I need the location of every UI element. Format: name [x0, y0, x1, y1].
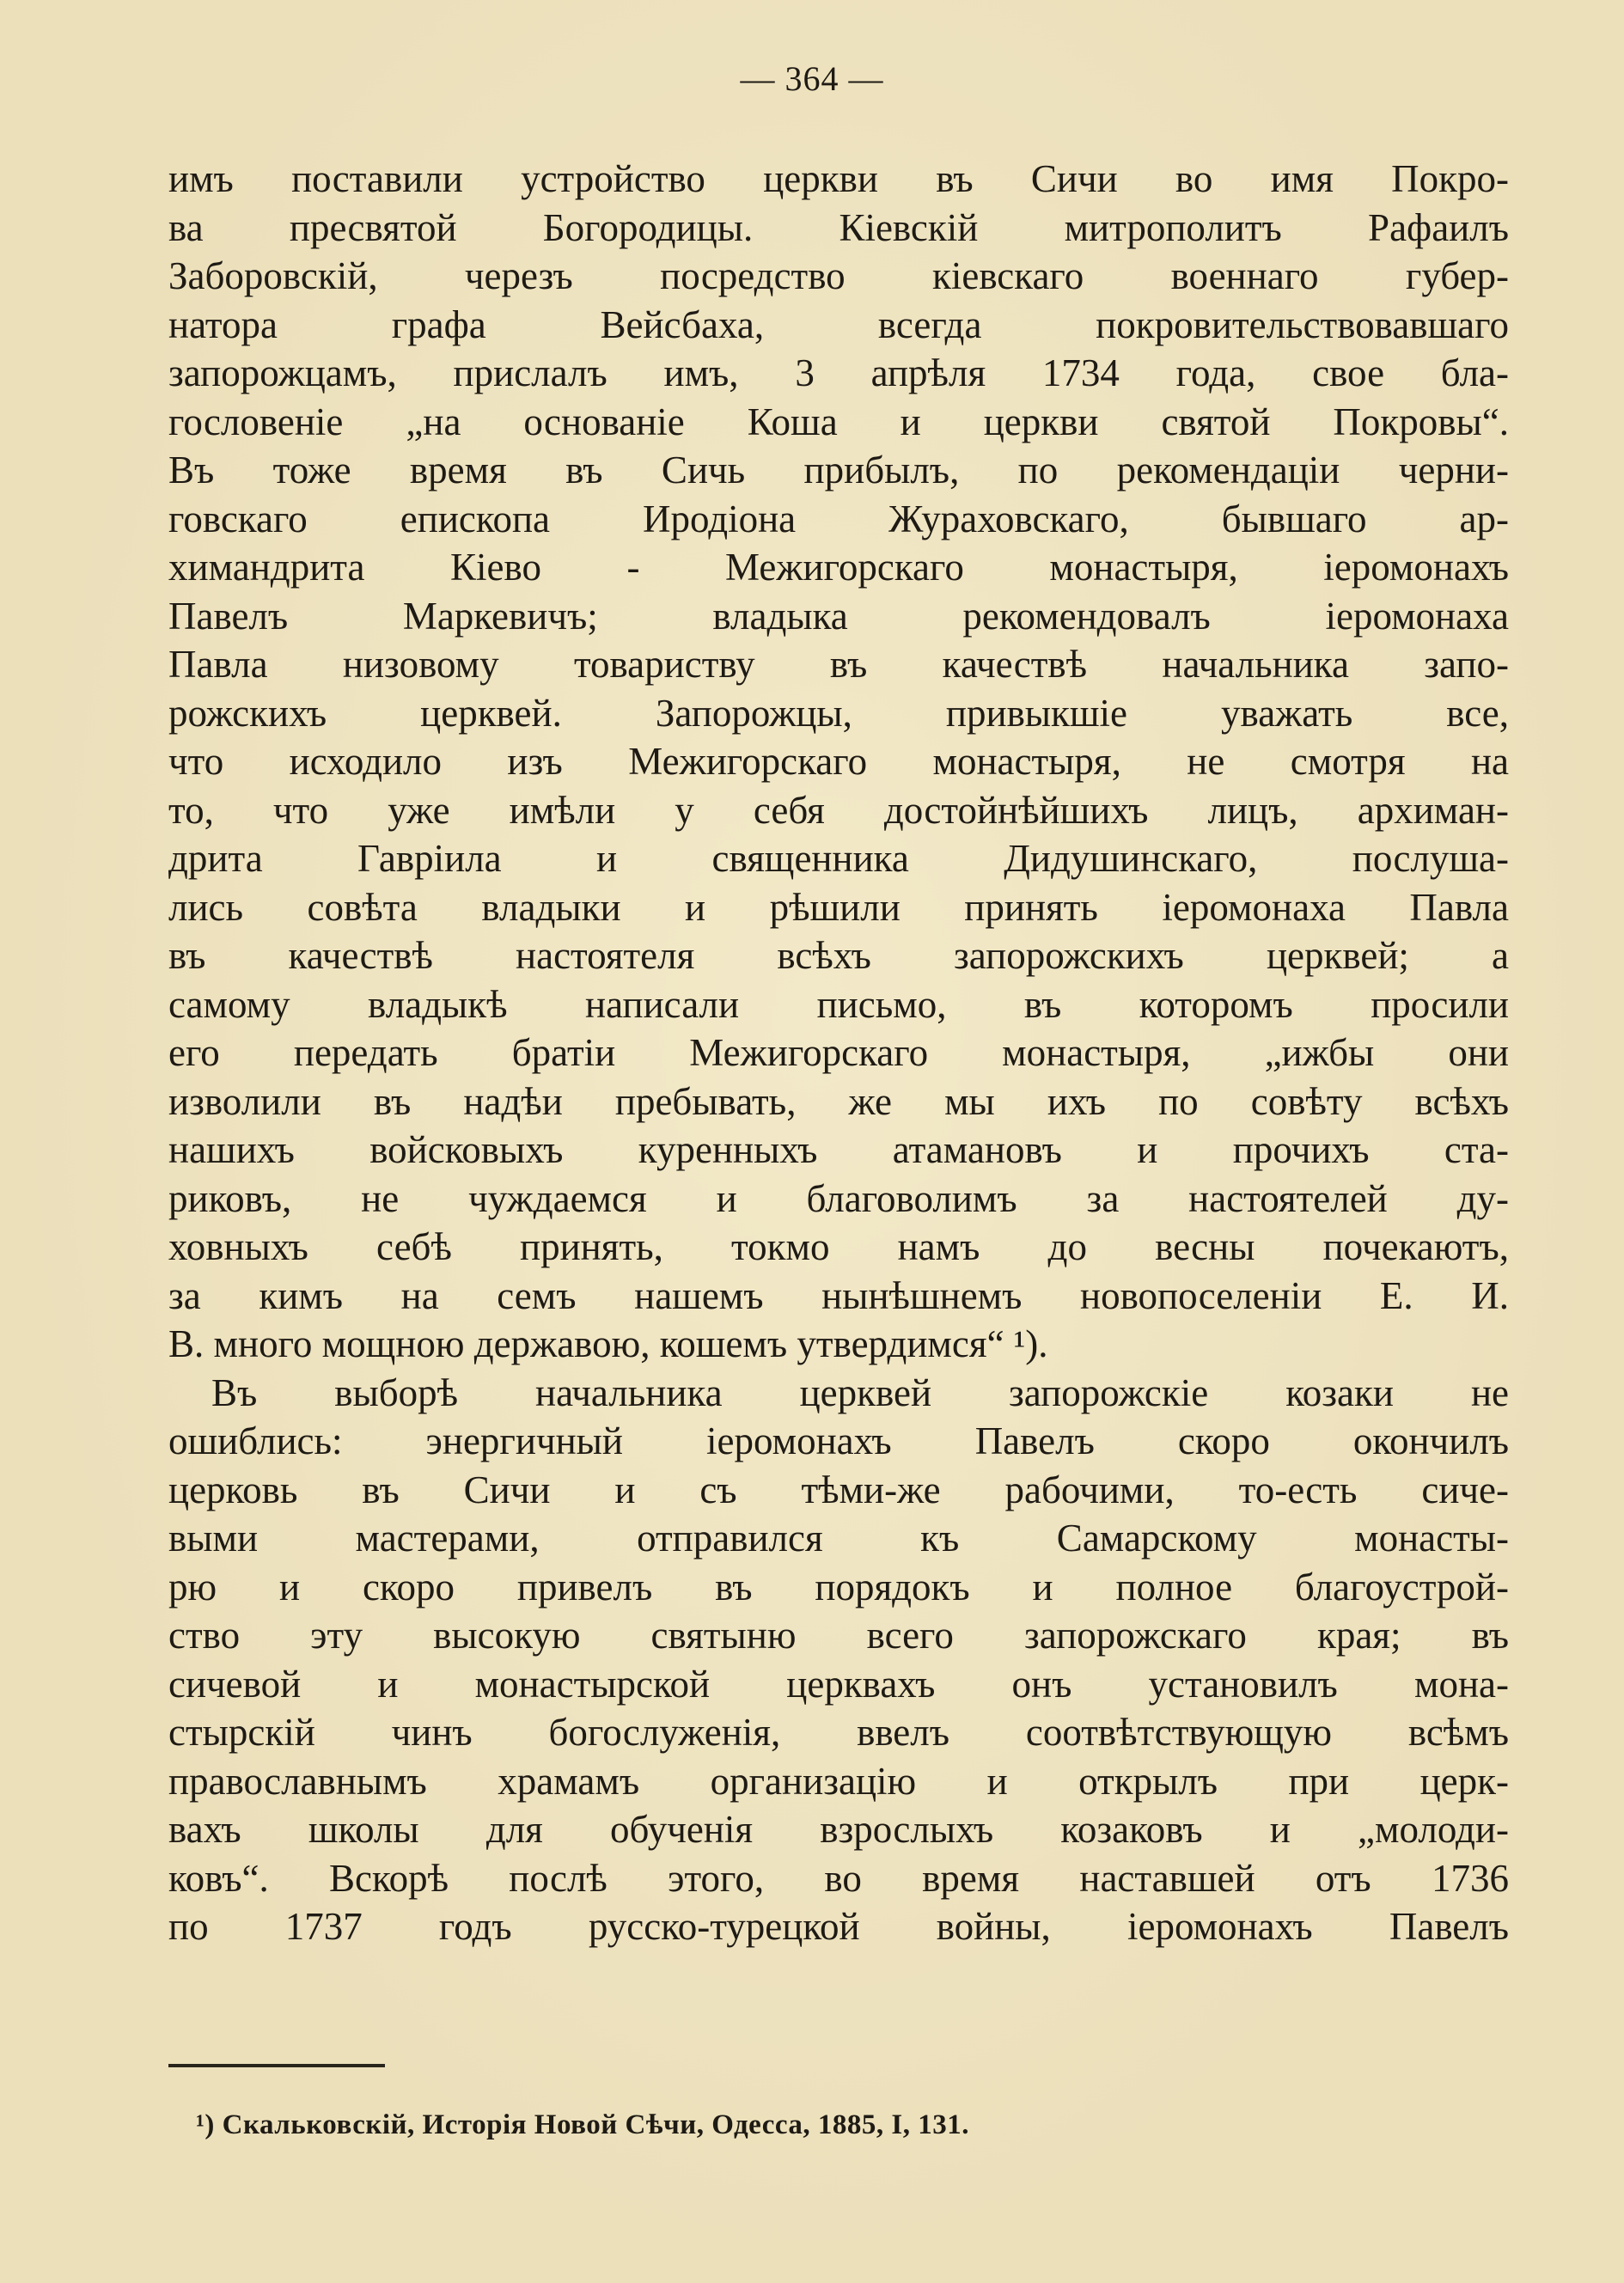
text-line: Въ тоже время въ Сичь прибылъ, по рекомендаціи черни- — [168, 449, 1509, 491]
text-line: Павелъ Маркевичъ; владыка рекомендовалъ іеромонаха — [168, 594, 1509, 638]
text-line: по 1737 годъ русско-турецкой войны, іеромонахъ Павелъ — [168, 1905, 1509, 1948]
text-line: за кимъ на семъ нашемъ нынѣшнемъ новопоселеніи Е. И. — [168, 1273, 1509, 1317]
page-number: — 364 — — [740, 59, 884, 98]
text-line: изволили въ надѣи пребывать, же мы ихъ по совѣту всѣхъ — [168, 1079, 1509, 1123]
footnote-divider — [168, 2064, 385, 2067]
text-line: имъ поставили устройство церкви въ Сичи во имя Покро- — [168, 157, 1509, 200]
text-line: нашихъ войсковыхъ куренныхъ атамановъ и прочихъ ста- — [168, 1128, 1509, 1171]
text-line: стырскій чинъ богослуженія, ввелъ соотвѣтствующую всѣмъ — [168, 1711, 1509, 1754]
text-line: ва пресвятой Богородицы. Кіевскій митрополитъ Рафаилъ — [168, 205, 1509, 249]
text-line: самому владыкѣ написали письмо, въ которомъ просили — [168, 982, 1509, 1026]
text-line: натора графа Вейсбаха, всегда покровительствовавшаго — [168, 302, 1509, 346]
text-line: рожскихъ церквей. Запорожцы, привыкшіе уважать все, — [168, 691, 1509, 735]
text-line: дрита Гавріила и священника Дидушинскаго, послуша- — [168, 837, 1509, 880]
text-line: В. много мощною державою, кошемъ утвердимся“ ¹). — [168, 1322, 1048, 1365]
text-line: ковъ“. Вскорѣ послѣ этого, во время наставшей отъ 1736 — [168, 1856, 1509, 1900]
text-line: химандрита Кіево - Межигорскаго монастыря, іеромонахъ — [168, 546, 1509, 589]
text-line: Павла низовому товариству въ качествѣ начальника запо- — [168, 643, 1509, 686]
text-line: запорожцамъ, прислалъ имъ, 3 апрѣля 1734 года, свое бла- — [168, 351, 1509, 394]
text-line: что исходило изъ Межигорскаго монастыря, не смотря на — [168, 740, 1509, 783]
text-line: лись совѣта владыки и рѣшили принять іеромонаха Павла — [168, 885, 1509, 929]
text-line: вахъ школы для обученія взрослыхъ козаковъ и „молоди- — [168, 1808, 1509, 1851]
text-line: гословеніе „на основаніе Коша и церкви святой Покровы“. — [168, 400, 1509, 443]
text-line: рю и скоро привелъ въ порядокъ и полное благоустрой- — [168, 1565, 1509, 1608]
text-line: сичевой и монастырской церквахъ онъ установилъ мона- — [168, 1662, 1509, 1706]
text-line: выми мастерами, отправился къ Самарскому монасты- — [168, 1517, 1509, 1560]
text-line: риковъ, не чуждаемся и благоволимъ за настоятелей ду- — [168, 1176, 1509, 1220]
text-line: говскаго епископа Иродіона Жураховскаго, бывшаго ар- — [168, 497, 1509, 540]
text-line: ховныхъ себѣ принять, токмо намъ до весны почекаютъ, — [168, 1225, 1509, 1268]
text-line: церковь въ Сичи и съ тѣми-же рабочими, то-есть сиче- — [168, 1468, 1509, 1511]
text-line: ошиблись: энергичный іеромонахъ Павелъ скоро окончилъ — [168, 1419, 1509, 1462]
text-line: то, что уже имѣли у себя достойнѣйшихъ лицъ, архиман- — [168, 788, 1509, 832]
text-line: его передать братіи Межигорскаго монастыря, „ижбы они — [168, 1031, 1509, 1074]
text-line: православнымъ храмамъ организацію и открылъ при церк- — [168, 1759, 1509, 1803]
body-text — [168, 155, 1509, 1951]
text-line: Заборовскій, черезъ посредство кіевскаго военнаго губер- — [168, 254, 1509, 297]
text-line: въ качествѣ настоятеля всѣхъ запорожскихъ церквей; а — [168, 934, 1509, 977]
footnote: ¹) Скальковскій, Исторія Новой Сѣчи, Одесса, 1885, I, 131. — [196, 2109, 970, 2140]
text-line: Въ выборѣ начальника церквей запорожскіе козаки не — [211, 1370, 1509, 1414]
text-line: ство эту высокую святыню всего запорожскаго края; въ — [168, 1614, 1509, 1657]
